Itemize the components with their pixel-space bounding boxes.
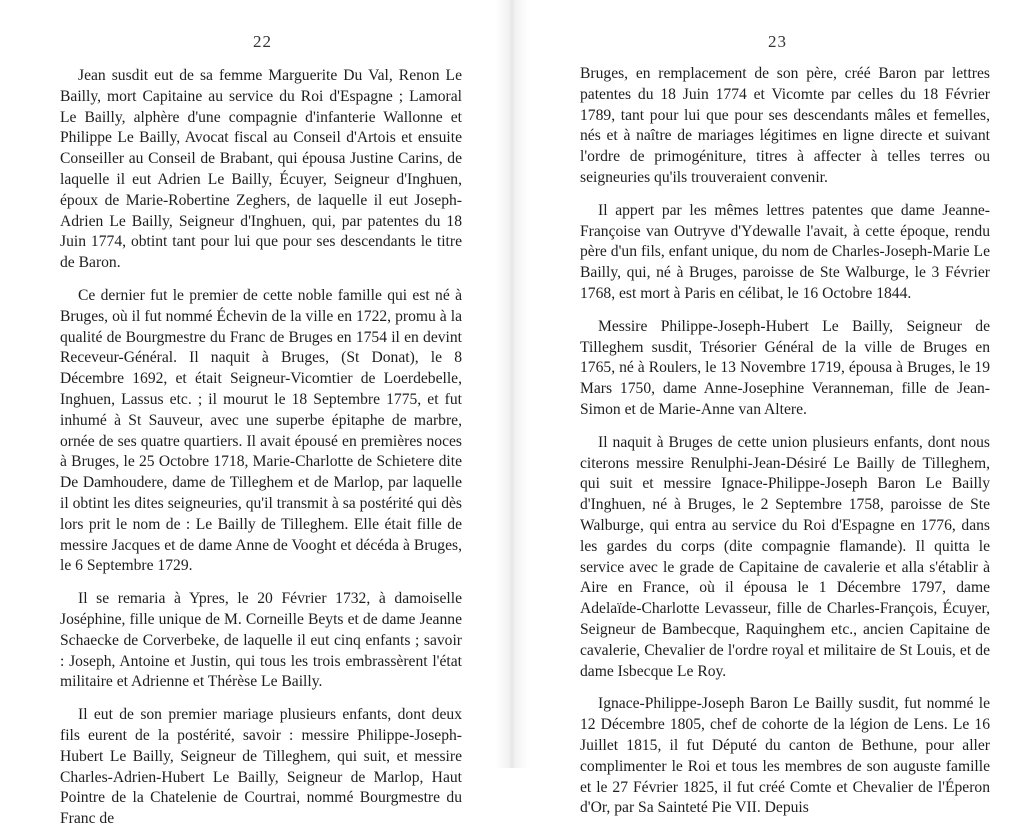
paragraph: Il naquit à Bruges de cette union plusieurs enfants, dont nous citerons messire Renulphi-Jean-Désiré Le Bailly de Tilleghem, qui suit et messire Ignace-Philippe-Joseph Baron Le Bailly d'Inghuen, né à Bruges, le 2 Septembre 1758, paroisse de Ste Walburge, qui entra au service du Roi d'Espagne en 1776, dans les gardes du corps (dite compagnie flamande). Il quitta le service avec le grade de Capitaine de cavalerie et alla s'établir à Aire en France, où il épousa le 1 Décembre 1797, dame Adelaïde-Charlotte Levasseur, fille de Charles-François, Écuyer, Seigneur de Bambecque, Raquinghem etc., ancien Capitaine de cavalerie, Chevalier de l'ordre royal et militaire de St Louis, et de dame Isbecque Le Roy. bbox=[580, 433, 990, 680]
paragraph: Ce dernier fut le premier de cette noble famille qui est né à Bruges, où il fut nommé Échevin de la ville en 1722, promu à la qualité de Bourgmestre du Franc de Bruges en 1754 il en devint Receveur-Général. Il naquit à Bruges, (St Donat), le 8 Décembre 1692, et était Seigneur-Vicomtier de Loerdebelle, Inghuen, Lassus etc. ; il mourut le 18 Septembre 1775, et fut inhumé à St Sauveur, avec une superbe épitaphe de marbre, ornée de ses quatre quartiers. Il avait épousé en premières noces à Bruges, le 25 Octobre 1718, Marie-Charlotte de Schietere dite De Damhoudere, dame de Tilleghem et de Marlop, par laquelle il obtint les dites seigneuries, qu'il transmit à sa postérité qui dès lors prit le nom de : Le Bailly de Tilleghem. Elle était fille de messire Jacques et de dame Anne de Vooght et décéda à Bruges, le 6 Septembre 1729. bbox=[60, 286, 462, 575]
paragraph: Jean susdit eut de sa femme Marguerite Du Val, Renon Le Bailly, mort Capitaine au service du Roi d'Espagne ; Lamoral Le Bailly, alphère d'une compagnie d'infanterie Wallonne et Philippe Le Bailly, Avocat fiscal au Conseil d'Artois et ensuite Conseiller au Conseil de Brabant, qui épousa Justine Carins, de laquelle il eut Adrien Le Bailly, Écuyer, Seigneur d'Inghuen, époux de Marie-Robertine Zeghers, de laquelle il eut Joseph-Adrien Le Bailly, Seigneur d'Inghuen, qui, par patentes du 18 Juin 1774, obtint tant pour lui que pour ses descendants le titre de Baron. bbox=[60, 67, 462, 272]
page-text bbox=[60, 66, 462, 830]
page-text bbox=[580, 64, 990, 819]
paragraph: Il eut de son premier mariage plusieurs enfants, dont deux fils eurent de la postérité, savoir : messire Philippe-Joseph-Hubert Le Bailly, Seigneur de Tilleghem, qui suit, et messire Charles-Adrien-Hubert Le Bailly, Seigneur de Marlop, Haut Pointre de la Chatelenie de Courtrai, nommé Bourgmestre du Franc de bbox=[60, 706, 462, 828]
page-number: 22 bbox=[253, 32, 272, 51]
paragraph: Messire Philippe-Joseph-Hubert Le Bailly, Seigneur de Tilleghem susdit, Trésorier Général de la ville de Bruges en 1765, né à Roulers, le 13 Novembre 1719, épousa à Bruges, le 19 Mars 1750, dame Anne-Josephine Veranneman, fille de Jean-Simon et de Marie-Anne van Altere. bbox=[580, 317, 990, 418]
right-page bbox=[508, 0, 1016, 817]
page-number: 23 bbox=[768, 32, 787, 51]
paragraph: Bruges, en remplacement de son père, créé Baron par lettres patentes du 18 Juin 1774 et Vicomte par celles du 18 Février 1789, tant pour lui que pour ses descendants mâles et femelles, nés et à naître de mariages légitimes en ligne directe et suivant l'ordre de primogéniture, titres à affecter à telles terres ou seigneuries qu'ils trouveraient convenir. bbox=[580, 65, 990, 186]
paragraph: Il appert par les mêmes lettres patentes que dame Jeanne-Françoise van Outryve d'Ydewalle l'avait, à cette époque, rendu père d'un fils, enfant unique, du nom de Charles-Joseph-Marie Le Bailly, qui, né à Bruges, paroisse de Ste Walburge, le 3 Février 1768, est mort à Paris en célibat, le 16 Octobre 1844. bbox=[580, 201, 990, 302]
paragraph: Il se remaria à Ypres, le 20 Février 1732, à damoiselle Joséphine, fille unique de M. Corneille Beyts et de dame Jeanne Schaecke de Corverbeke, de laquelle il eut cinq enfants ; savoir : Joseph, Antoine et Justin, qui tous les trois embrassèrent l'état militaire et Adrienne et Thérèse Le Bailly. bbox=[60, 590, 462, 691]
left-page bbox=[0, 0, 508, 828]
paragraph: Ignace-Philippe-Joseph Baron Le Bailly susdit, fut nommé le 12 Décembre 1805, chef de cohorte de la légion de Lens. Le 16 Juillet 1815, il fut Député du canton de Bethune, pour aller complimenter le Roi et tous les membres de son auguste famille et le 27 Février 1825, il fut créé Comte et Chevalier de l'Éperon d'Or, par Sa Sainteté Pie VII. Depuis bbox=[580, 695, 990, 817]
